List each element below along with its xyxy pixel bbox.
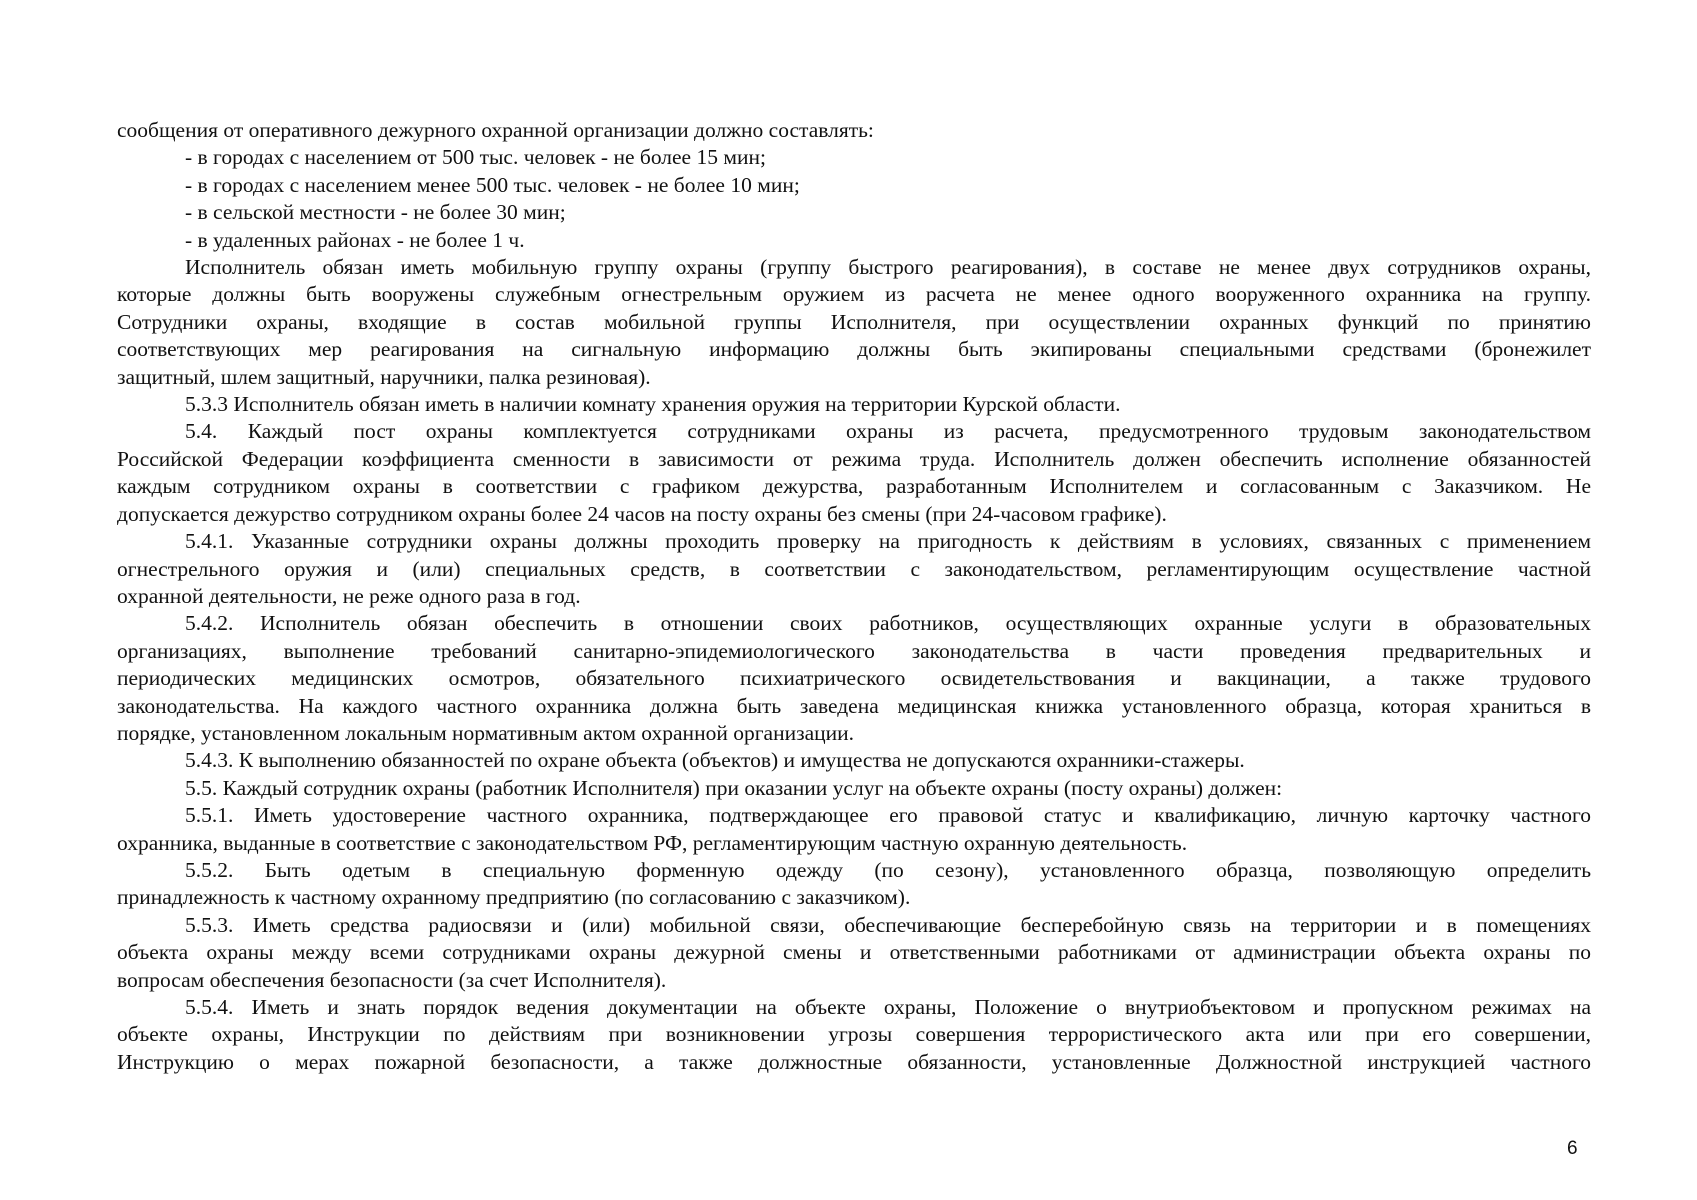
text-line: защитный, шлем защитный, наручники, палка резиновая). xyxy=(117,364,651,389)
text-line: 5.5.2. Быть одетым в специальную форменную одежду (по сезону), установленного образца, позволяющую определить xyxy=(185,857,1591,882)
text-line: 5.5.1. Иметь удостоверение частного охранника, подтверждающее его правовой статус и квалификацию, личную карточку частного xyxy=(185,803,1591,828)
text-line: сообщения от оперативного дежурного охранной организации должно составлять: xyxy=(117,118,874,142)
text-line: 5.4. Каждый пост охраны комплектуется сотрудниками охраны из расчета, предусмотренного трудовым законодательством xyxy=(185,419,1591,444)
text-line: Сотрудники охраны, входящие в состав мобильной группы Исполнителя, при осуществлении охранных функций по принятию xyxy=(117,309,1591,334)
text-line: 5.3.3 Исполнитель обязан иметь в наличии комнату хранения оружия на территории Курской области. xyxy=(185,392,1121,417)
text-line: организациях, выполнение требований санитарно-эпидемиологического законодательства в части проведения предварительных и xyxy=(117,638,1591,663)
text-line: - в городах с населением от 500 тыс. человек - не более 15 мин; xyxy=(185,145,766,170)
text-line: 5.4.3. К выполнению обязанностей по охране объекта (объектов) и имущества не допускаются охранники-стажеры. xyxy=(185,748,1245,773)
text-line: 5.4.1. Указанные сотрудники охраны должны проходить проверку на пригодность к действиям в условиях, связанных с применением xyxy=(185,529,1591,554)
page-number: 6 xyxy=(1567,1138,1578,1159)
text-line: объекта охраны между всеми сотрудниками охраны дежурной смены и ответственными работниками от администрации объекта охраны по xyxy=(117,940,1591,965)
text-line: Российской Федерации коэффициента сменности в зависимости от режима труда. Исполнитель должен обеспечить исполнение обязанностей xyxy=(117,446,1591,471)
text-line: Инструкцию о мерах пожарной безопасности, а также должностные обязанности, установленные Должностной инструкцией частного xyxy=(117,1049,1591,1074)
text-line: объекте охраны, Инструкции по действиям при возникновении угрозы совершения террористического акта или при его совершении, xyxy=(117,1022,1591,1047)
text-line: которые должны быть вооружены служебным огнестрельным оружием из расчета не менее одного вооруженного охранника на группу. xyxy=(117,282,1591,307)
text-line: 5.5. Каждый сотрудник охраны (работник Исполнителя) при оказании услуг на объекте охраны (посту охраны) должен: xyxy=(185,775,1283,800)
text-line: допускается дежурство сотрудником охраны более 24 часов на посту охраны без смены (при 24-часовом графике). xyxy=(117,501,1167,526)
text-line: - в городах с населением менее 500 тыс. человек - не более 10 мин; xyxy=(185,172,800,197)
document-body xyxy=(117,117,1591,1076)
text-line: принадлежность к частному охранному предприятию (по согласованию с заказчиком). xyxy=(117,885,911,910)
text-line: охранника, выданные в соответствие с законодательством РФ, регламентирующим частную охранную деятельность. xyxy=(117,830,1188,855)
text-line: охранной деятельности, не реже одного раза в год. xyxy=(117,583,581,608)
text-line: порядке, установленном локальным нормативным актом охранной организации. xyxy=(117,720,855,745)
text-line: 5.4.2. Исполнитель обязан обеспечить в отношении своих работников, осуществляющих охранные услуги в образовательных xyxy=(185,611,1591,636)
text-line: - в сельской местности - не более 30 мин; xyxy=(185,200,566,225)
text-line: соответствующих мер реагирования на сигнальную информацию должны быть экипированы специальными средствами (бронежилет xyxy=(117,337,1591,362)
text-line: Исполнитель обязан иметь мобильную группу охраны (группу быстрого реагирования), в составе не менее двух сотрудников охраны, xyxy=(185,255,1591,280)
text-line: 5.5.3. Иметь средства радиосвязи и (или) мобильной связи, обеспечивающие бесперебойную связь на территории и в помещениях xyxy=(185,912,1591,937)
text-line: - в удаленных районах - не более 1 ч. xyxy=(185,227,525,252)
text-line: огнестрельного оружия и (или) специальных средств, в соответствии с законодательством, регламентирующим осуществление частной xyxy=(117,556,1591,581)
text-line: законодательства. На каждого частного охранника должна быть заведена медицинская книжка установленного образца, которая храниться в xyxy=(117,693,1591,718)
text-line: периодических медицинских осмотров, обязательного психиатрического освидетельствования и вакцинации, а также трудового xyxy=(117,666,1591,691)
text-line: 5.5.4. Иметь и знать порядок ведения документации на объекте охраны, Положение о внутриобъектовом и пропускном режимах на xyxy=(185,995,1591,1019)
text-line: вопросам обеспечения безопасности (за счет Исполнителя). xyxy=(117,967,667,992)
text-line: каждым сотрудником охраны в соответствии с графиком дежурства, разработанным Исполнителем и согласованным с Заказчиком. Не xyxy=(117,474,1591,499)
